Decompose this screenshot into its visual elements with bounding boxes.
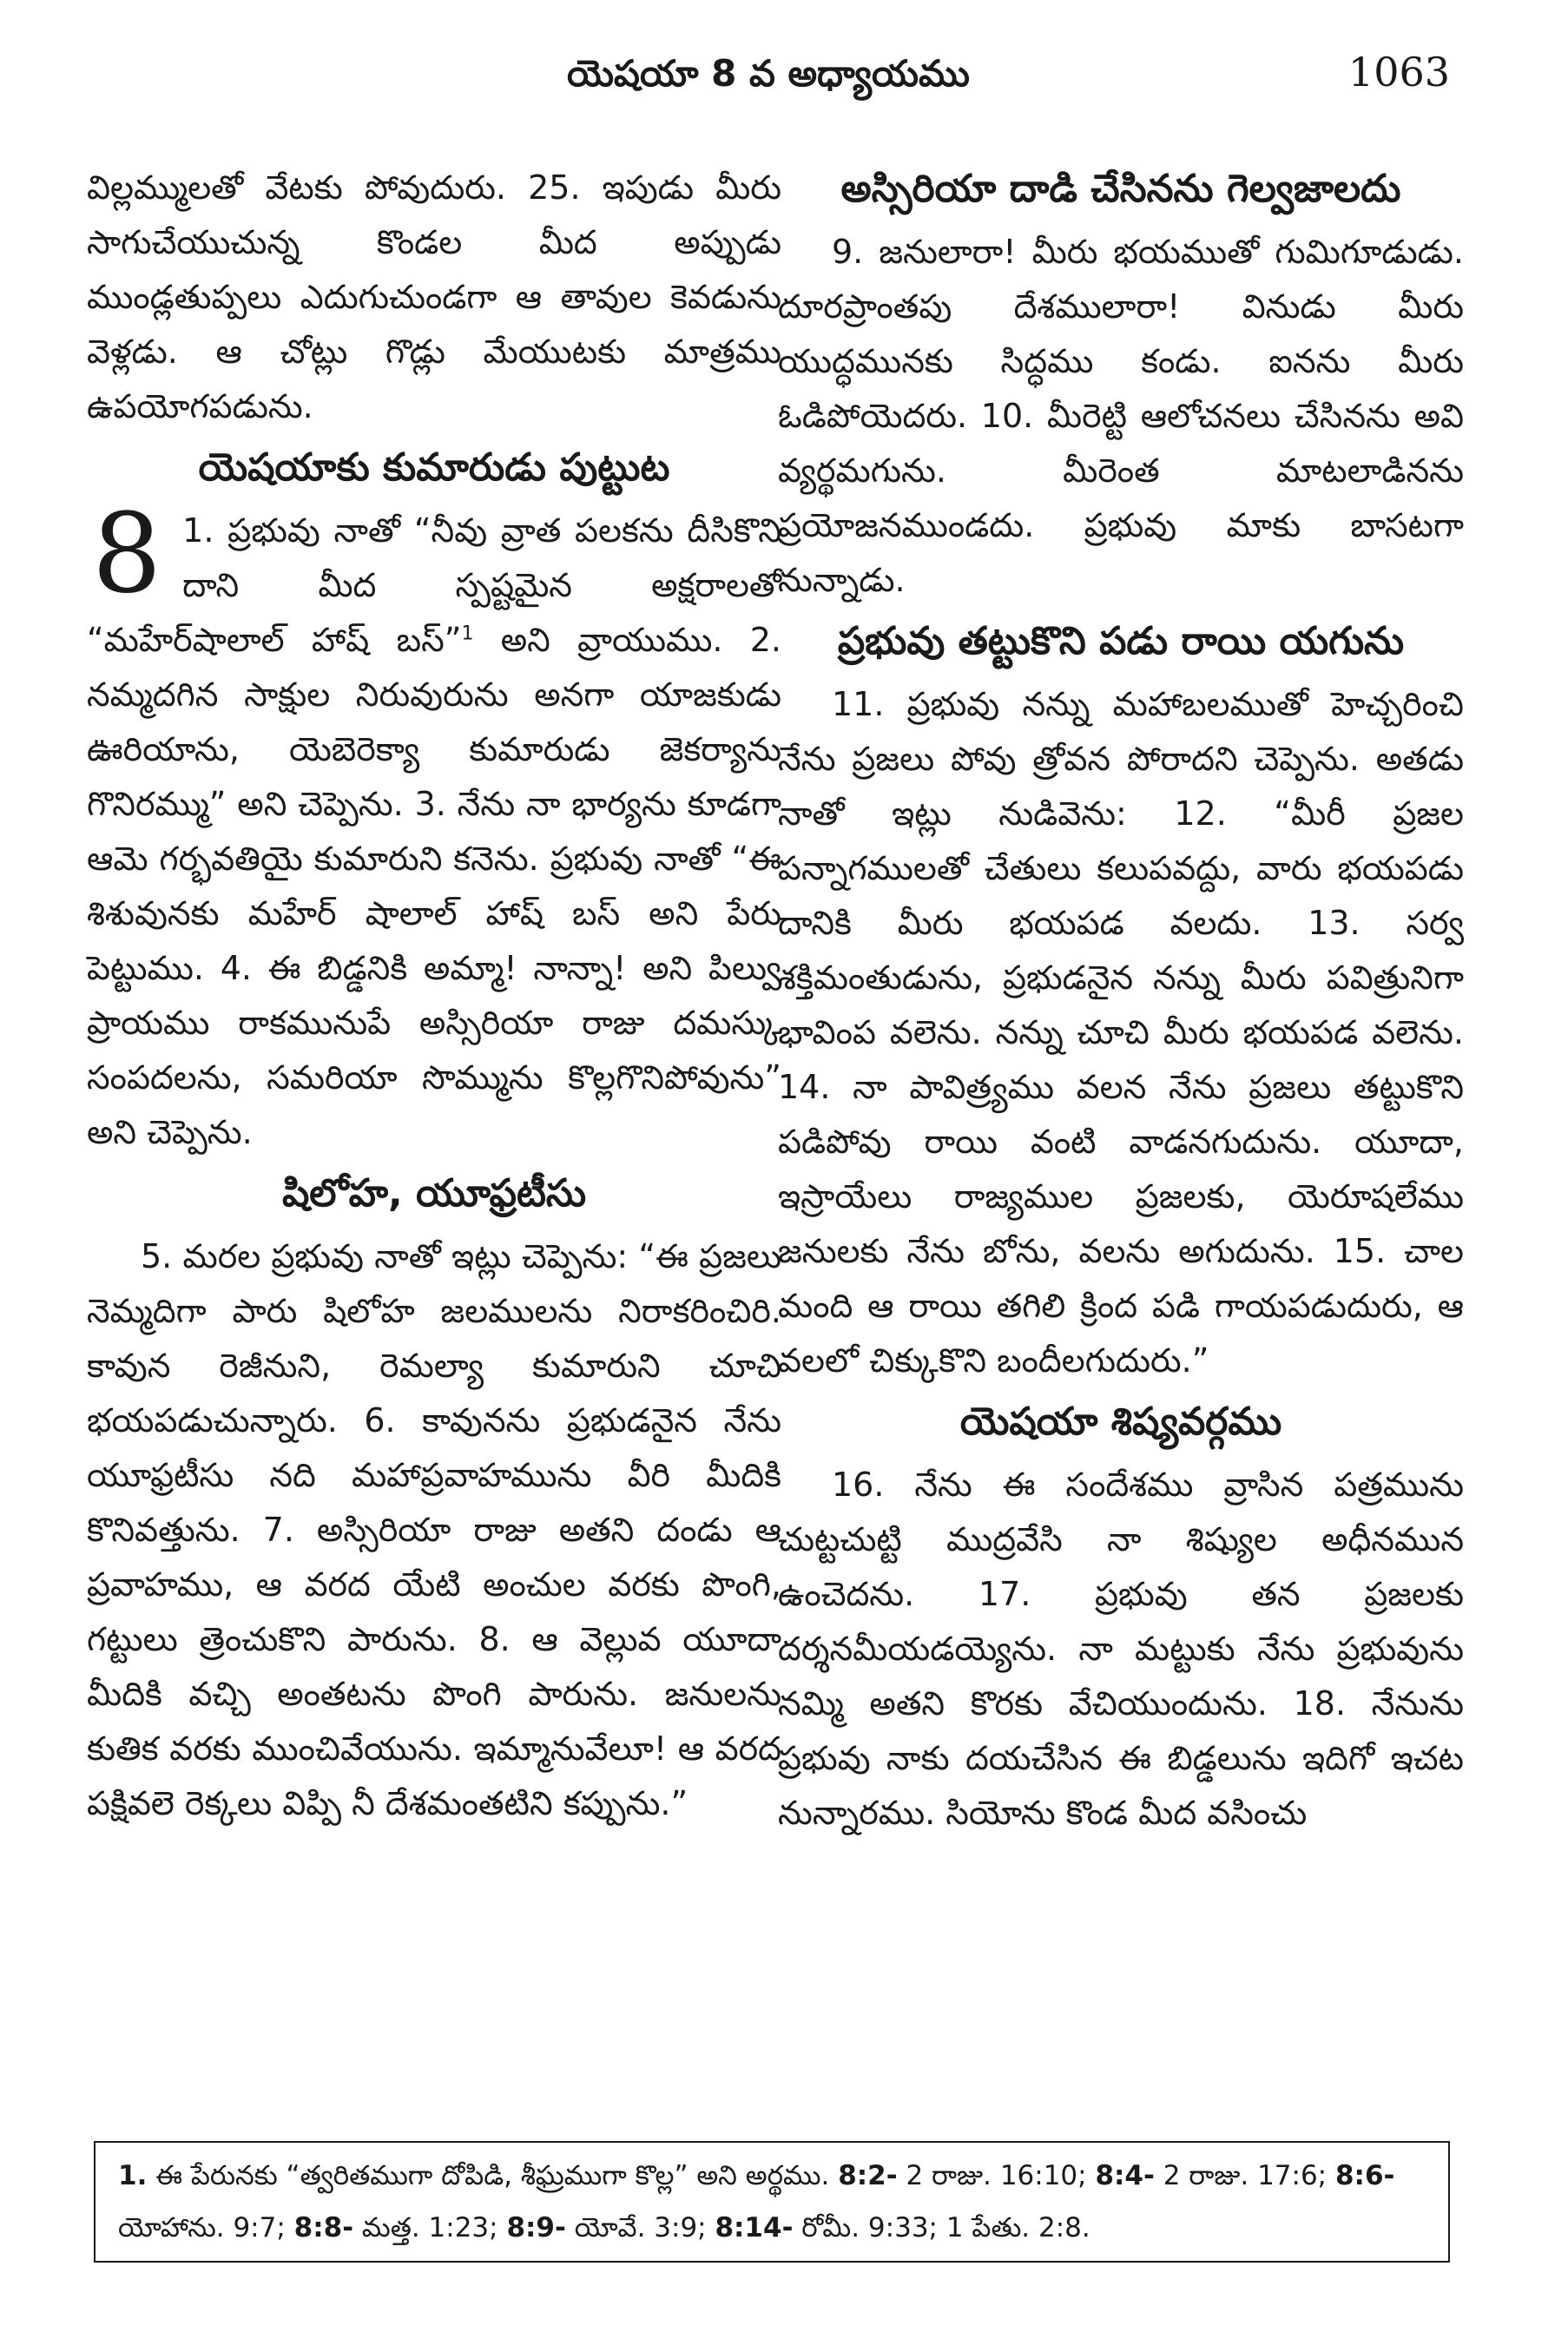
section-heading: యెషయాకు కుమారుడు పుట్టుట <box>198 445 670 490</box>
verse-paragraph: 16. నేను ఈ సందేశము వ్రాసిన పత్రమును చుట్టచుట్టి ముద్రవేసి నా శిష్యుల అధీనమున ఉంచెదను. 17. ప్రభువు తన ప్రజలకు దర్శనమీయడయ్యెను. నా మట్టుకు నేను ప్రభువును నమ్మి అతని కొరకు వేచియుందును. 18. నేనును ప్రభువు నాకు దయచేసిన ఈ బిడ్డలును ఇదిగో ఇచట నున్నారము. సియోను కొండ మీద వసించు <box>778 1466 1464 1832</box>
cross-ref-label: 8:14- <box>715 2212 794 2243</box>
footnote-number: 1. <box>118 2160 148 2191</box>
page-number: 1063 <box>1347 49 1450 96</box>
chapter-drop-cap: 8 <box>92 490 162 617</box>
cross-ref-label: 8:4- <box>1095 2160 1155 2191</box>
verse-text: అని వ్రాయుము. 2. నమ్మదగిన సాక్షుల నిరువురును అనగా యాజకుడు ఊరియాను, యెబెరెక్యా కుమారుడు జెకర్యాను గొనిరమ్ము” అని చెప్పెను. 3. నేను నా భార్యను కూడగా ఆమె గర్భవతియై కుమారుని కనెను. ప్రభువు నాతో “ఈ శిశువునకు మహేర్ షాలాల్ హాష్ బస్ అని పేరు పెట్టుము. 4. ఈ బిడ్డనికి అమ్మా! నాన్నా! అని పిల్వు ప్రాయము రాకమునుపే అస్సిరియా రాజు దమస్కు సంపదలను, సమరియా సొమ్మును కొల్లగొనిపోవును” అని చెప్పెను. <box>87 621 781 1151</box>
section-heading: అస్సిరియా దాడి చేసినను గెల్వజాలదు <box>840 167 1401 211</box>
right-column <box>778 161 1464 1841</box>
cross-ref-text: యోహాను. 9:7; <box>118 2212 294 2243</box>
cross-ref-label: 8:6- <box>1334 2160 1395 2191</box>
cross-ref-text: 2 రాజు. 17:6; <box>1154 2160 1335 2191</box>
section-heading: ప్రభువు తట్టుకొని పడు రాయి యగును <box>837 619 1405 663</box>
verse-paragraph: 9. జనులారా! మీరు భయముతో గుమిగూడుడు. దూరప్రాంతపు దేశములారా! వినుడు మీరు యుద్ధమునకు సిద్ధము కండు. ఐనను మీరు ఓడిపోయెదరు. 10. మీరెట్టి ఆలోచనలు చేసినను అవి వ్యర్థమగును. మీరెంత మాటలాడినను ప్రయోజనముండదు. ప్రభువు మాకు బాసటగా నున్నాడు. <box>778 233 1464 599</box>
verse-paragraph: విల్లమ్ములతో వేటకు పోవుదురు. 25. ఇపుడు మీరు సాగుచేయుచున్న కొండల మీద అప్పుడు ముండ్లతుప్పలు ఎదుగుచుండగా ఆ తావుల కెవడును వెళ్లడు. ఆ చోట్లు గొడ్లు మేయుటకు మాత్రము ఉపయోగపడును. <box>87 168 781 425</box>
footnote-marker: 1 <box>461 623 474 645</box>
verse-text: 1. ప్రభువు నాతో “నీవు వ్రాత పలకను దీసికొని దాని మీద స్పష్టమైన అక్షరాలతో “మహేర్‌షాలాల్ హాష్ బస్” <box>87 511 781 659</box>
cross-ref-text: రోమీ. 9:33; 1 పేతు. 2:8. <box>793 2212 1090 2243</box>
verse-paragraph: 5. మరల ప్రభువు నాతో ఇట్లు చెప్పెను: “ఈ ప్రజలు నెమ్మదిగా పారు షిలోహ జలములను నిరాకరించిరి. కావున రెజీనుని, రెమల్యా కుమారుని చూచి భయపడుచున్నారు. 6. కావునను ప్రభుడనైన నేను యూఫ్రటీసు నది మహాప్రవాహమును వీరి మీదికి కొనివత్తును. 7. అస్సిరియా రాజు అతని దండు ఆ ప్రవాహము, ఆ వరద యేటి అంచుల వరకు పొంగి, గట్టులు త్రెంచుకొని పారును. 8. ఆ వెల్లువ యూదా మీదికి వచ్చి అంతటను పొంగి పారును. జనులను కుతిక వరకు ముంచివేయును. ఇమ్మానువేలూ! ఆ వరద పక్షివలె రెక్కలు విప్పి నీ దేశమంతటిని కప్పును.” <box>87 1237 781 1822</box>
left-column <box>87 161 781 1831</box>
cross-ref-text: యోవే. 3:9; <box>565 2212 715 2243</box>
cross-ref-label: 8:2- <box>838 2160 898 2191</box>
footnote-text: ఈ పేరునకు “త్వరితముగా దోపిడి, శీఘ్రముగా కొల్ల” అని అర్థము. <box>147 2160 839 2191</box>
cross-ref-text: మత్త. 1:23; <box>353 2212 507 2243</box>
chapter-opening-paragraph <box>87 490 781 1160</box>
running-title: యెషయా 8 వ అధ్యాయము <box>567 52 970 95</box>
cross-ref-label: 8:9- <box>506 2212 566 2243</box>
section-heading: యెషయా శిష్యవర్గము <box>959 1400 1282 1444</box>
cross-ref-text: 2 రాజు. 16:10; <box>897 2160 1096 2191</box>
section-heading: షిలోహ, యూఫ్రటీసు <box>281 1171 587 1216</box>
verse-paragraph: 11. ప్రభువు నన్ను మహాబలముతో హెచ్చరించి నేను ప్రజలు పోవు త్రోవన పోరాదని చెప్పెను. అతడు నాతో ఇట్లు నుడివెను: 12. “మీరీ ప్రజల పన్నాగములతో చేతులు కలుపవద్దు, వారు భయపడు దానికి మీరు భయపడ వలదు. 13. సర్వ శక్తిమంతుడును, ప్రభుడనైన నన్ను మీరు పవిత్రునిగా భావింప వలెను. నన్ను చూచి మీరు భయపడ వలెను. 14. నా పావిత్ర్యము వలన నేను ప్రజలు తట్టుకొని పడిపోవు రాయి వంటి వాడనగుదును. యూదా, ఇస్రాయేలు రాజ్యముల ప్రజలకు, యెరూషలేము జనులకు నేను బోను, వలను అగుదును. 15. చాల మంది ఆ రాయి తగిలి క్రింద పడి గాయపడుదురు, ఆ వలలో చిక్కుకొని బందీలగుదురు.” <box>778 685 1464 1380</box>
cross-ref-label: 8:8- <box>293 2212 354 2243</box>
footnote-box <box>94 2141 1450 2263</box>
page-header <box>87 49 1450 109</box>
